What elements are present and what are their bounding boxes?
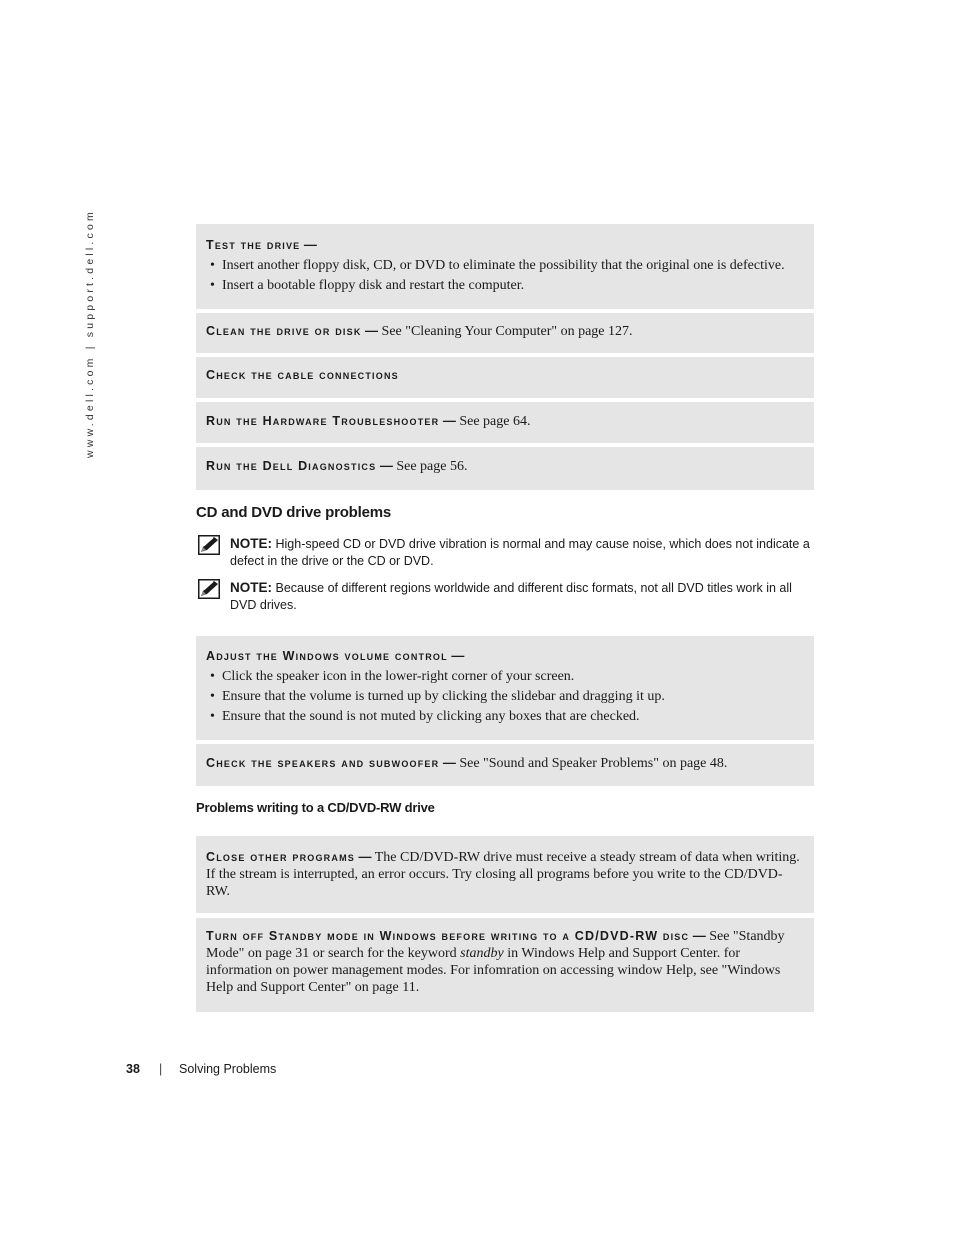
subsection-title: Problems writing to a CD/DVD-RW drive [196, 800, 435, 815]
note-dvd-regions [198, 579, 814, 614]
troubleshoot-box-volume-control [196, 636, 814, 740]
troubleshoot-box-standby-mode [196, 918, 814, 1012]
note-text: High-speed CD or DVD drive vibration is normal and may cause noise, which does not indicate a defect in the drive or the CD or DVD. [230, 537, 810, 568]
heading-dash: — [692, 928, 706, 943]
troubleshoot-box-clean-drive [196, 313, 814, 353]
note-pencil-icon [198, 535, 220, 555]
troubleshoot-box-dell-diagnostics [196, 447, 814, 490]
heading-dash: — [303, 237, 317, 252]
heading-dash: — [442, 755, 456, 770]
heading-dash: — [365, 323, 379, 338]
keyword-standby: standby [460, 946, 504, 961]
troubleshoot-box-close-programs [196, 836, 814, 913]
note-vibration [198, 535, 814, 570]
box-text: See "Sound and Speaker Problems" on page 48. [459, 756, 728, 771]
box-text: See "Cleaning Your Computer" on page 127. [381, 324, 633, 339]
note-label: NOTE: [230, 580, 272, 595]
heading-dash: — [451, 648, 465, 663]
box-heading: Adjust the Windows volume control [206, 649, 448, 663]
box-text: See page 64. [459, 414, 531, 429]
note-label: NOTE: [230, 536, 272, 551]
heading-dash: — [379, 458, 393, 473]
heading-dash: — [442, 413, 456, 428]
side-url: www.dell.com | support.dell.com [84, 209, 96, 458]
box-text: See page 56. [396, 459, 468, 474]
list-item: • Insert another floppy disk, CD, or DVD to eliminate the possibility that the original one is defective. [206, 257, 804, 274]
box-text: See "Standby Mode" on page 31 or search for the keyword [206, 929, 785, 961]
troubleshoot-box-speakers [196, 744, 814, 786]
page-footer [126, 1062, 277, 1076]
box-heading: Check the speakers and subwoofer [206, 756, 440, 770]
footer-chapter-title: Solving Problems [179, 1062, 277, 1076]
box-heading: Clean the drive or disk [206, 324, 362, 338]
list-item: • Insert a bootable floppy disk and restart the computer. [206, 277, 804, 294]
box-text: The CD/DVD-RW drive must receive a steady stream of data when writing. If the stream is interrupted, an error occurs. Try closing all programs before you write to the CD/DVD-RW. [206, 850, 800, 899]
section-title: CD and DVD drive problems [196, 504, 392, 521]
note-text: Because of different regions worldwide and different disc formats, not all DVD titles work in all DVD drives. [230, 581, 792, 612]
box-heading: Close other programs [206, 850, 355, 864]
list-item: • Click the speaker icon in the lower-right corner of your screen. [206, 668, 804, 685]
footer-separator: | [159, 1062, 163, 1076]
list-item: • Ensure that the sound is not muted by clicking any boxes that are checked. [206, 708, 804, 725]
list-item: • Ensure that the volume is turned up by clicking the slidebar and dragging it up. [206, 688, 804, 705]
bullet-list [206, 257, 804, 294]
box-heading: Run the Hardware Troubleshooter [206, 414, 440, 428]
troubleshoot-box-hardware-troubleshooter [196, 402, 814, 443]
heading-dash: — [358, 849, 372, 864]
box-heading: Test the drive [206, 238, 301, 252]
page-number: 38 [126, 1062, 140, 1076]
box-heading: Run the Dell Diagnostics [206, 459, 377, 473]
box-heading: Check the cable connections [206, 368, 399, 382]
note-pencil-icon [198, 579, 220, 599]
box-text-continued: in Windows Help and Support Center. for information on power management modes. For infomration on accessing window Help, see "Windows Help and Support Center" on page 11. [206, 946, 781, 995]
troubleshoot-box-test-drive [196, 224, 814, 309]
box-heading: Turn off Standby mode in Windows before writing to a CD/DVD-RW disc [206, 929, 690, 943]
troubleshoot-box-check-cables [196, 357, 814, 398]
bullet-list [206, 668, 804, 725]
